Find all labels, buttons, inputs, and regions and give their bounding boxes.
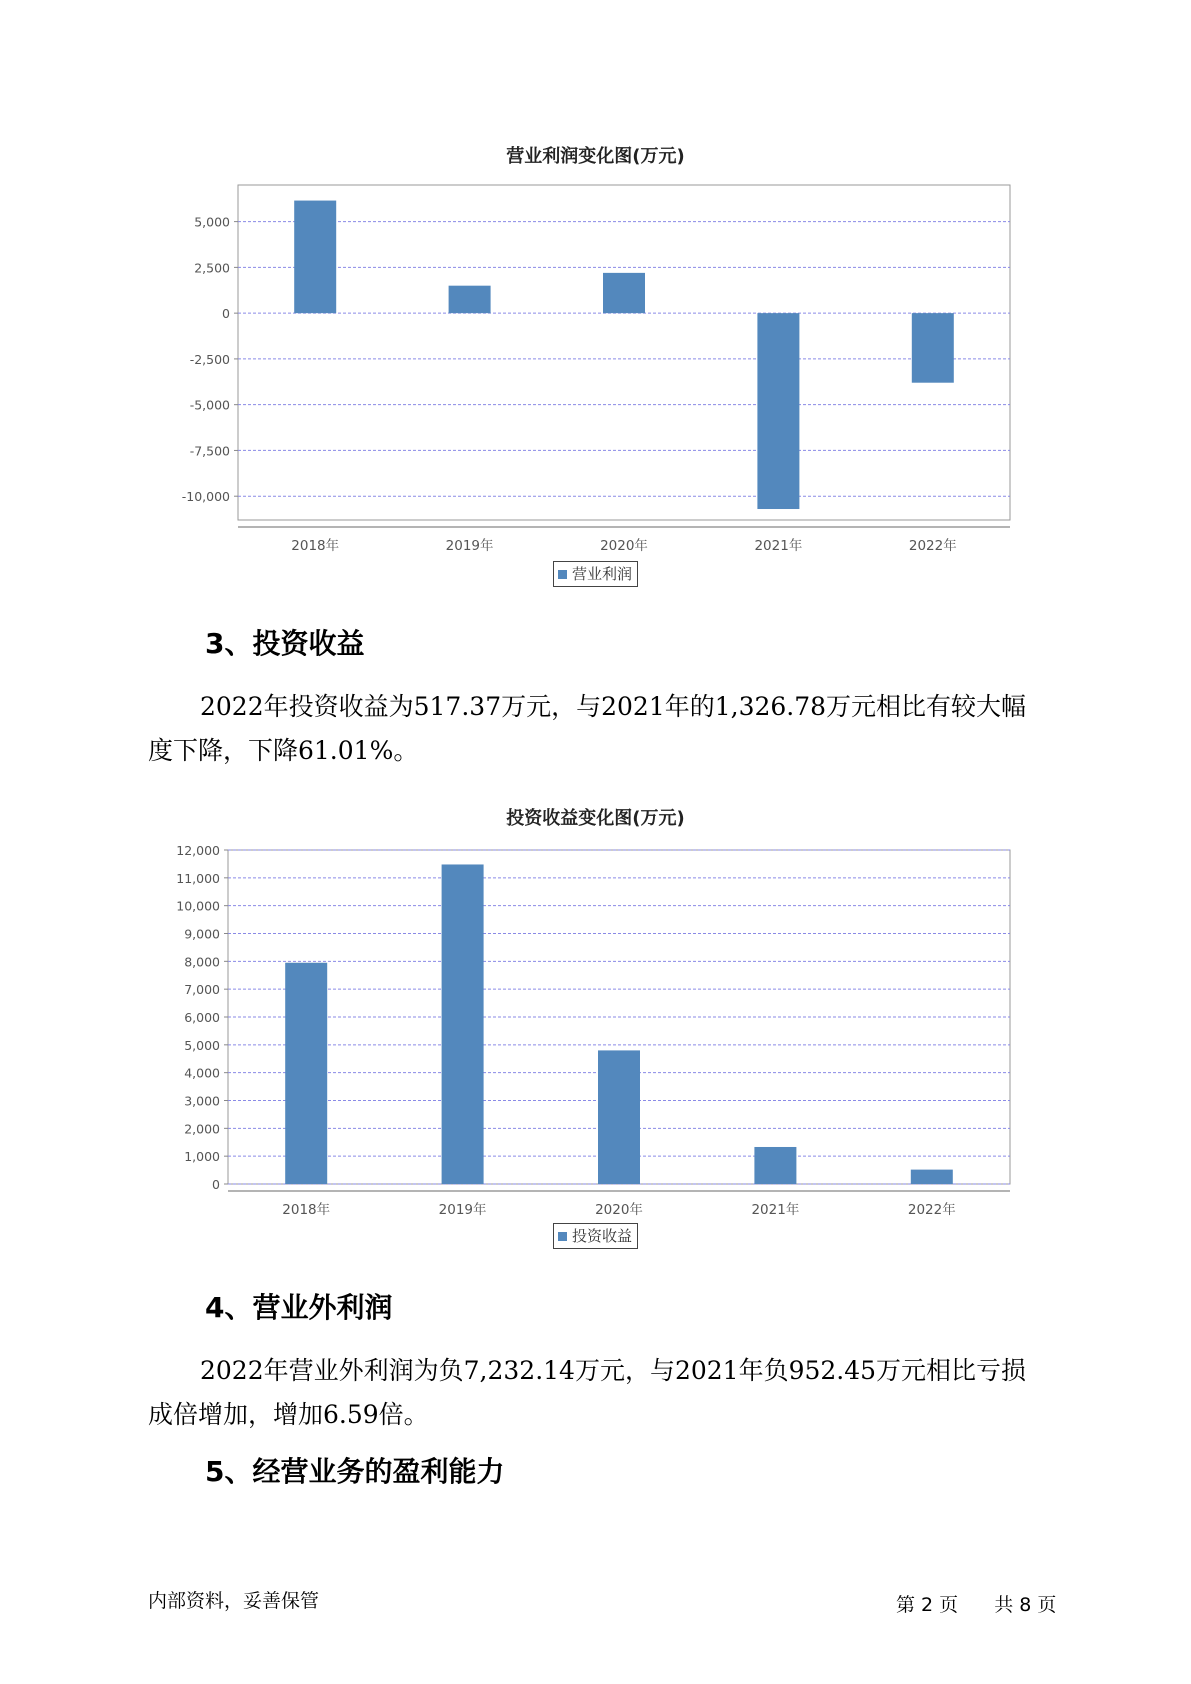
section-5-heading: 5、经营业务的盈利能力: [205, 1455, 505, 1488]
chart2-legend-label: 投资收益: [572, 1227, 633, 1245]
y-tick-label: 1,000: [184, 1149, 220, 1165]
y-tick-label: 10,000: [176, 898, 220, 914]
y-tick-label: 5,000: [194, 214, 230, 230]
x-tick-label: 2021年: [754, 538, 803, 554]
y-tick-label: 11,000: [176, 870, 220, 886]
y-tick-label: 3,000: [184, 1093, 220, 1109]
bar-2020年: [598, 1050, 640, 1184]
y-tick-label: 5,000: [184, 1037, 220, 1053]
chart2-title: 投资收益变化图(万元): [506, 808, 685, 829]
x-tick-label: 2019年: [438, 1202, 487, 1218]
y-tick-label: -2,500: [189, 351, 230, 367]
y-tick-label: 2,000: [184, 1121, 220, 1137]
bar-2021年: [754, 1147, 796, 1184]
footer-page-info: 第 2 页 共 8 页: [896, 1594, 1057, 1616]
y-tick-label: 0: [212, 1177, 220, 1192]
bar-2022年: [911, 1170, 953, 1184]
section-4-paragraph: 2022年营业外利润为负7,232.14万元，与2021年负952.45万元相比亏损成倍增加，增加6.59倍。: [148, 1356, 1027, 1429]
bar-2019年: [442, 864, 484, 1184]
footer-confidential-note: 内部资料，妥善保管: [148, 1590, 320, 1612]
x-tick-label: 2018年: [282, 1202, 331, 1218]
y-tick-label: 2,500: [194, 260, 230, 276]
y-tick-label: 4,000: [184, 1065, 220, 1081]
y-tick-label: 12,000: [176, 843, 220, 858]
y-tick-label: 6,000: [184, 1010, 220, 1025]
section-3-heading: 3、投资收益: [205, 627, 365, 660]
y-tick-label: 7,000: [184, 982, 220, 998]
x-tick-label: 2020年: [600, 538, 648, 554]
x-tick-label: 2020年: [595, 1202, 643, 1218]
section-4-heading: 4、营业外利润: [205, 1291, 393, 1324]
x-tick-label: 2018年: [291, 538, 340, 554]
chart1-title: 营业利润变化图(万元): [506, 146, 685, 167]
bar-2018年: [285, 963, 327, 1184]
x-tick-label: 2022年: [907, 1202, 956, 1218]
y-tick-label: 0: [222, 306, 230, 322]
x-tick-label: 2022年: [908, 538, 957, 554]
y-tick-label: -10,000: [181, 489, 230, 505]
x-tick-label: 2021年: [751, 1202, 800, 1218]
y-tick-label: -7,500: [189, 443, 230, 459]
legend-swatch: [558, 1232, 567, 1241]
chart1-legend-label: 营业利润: [572, 565, 633, 583]
section-3-paragraph: 2022年投资收益为517.37万元，与2021年的1,326.78万元相比有较大幅度下降，下降61.01%。: [148, 692, 1027, 765]
chart2-legend: [553, 1223, 638, 1249]
x-tick-label: 2019年: [445, 538, 494, 554]
y-tick-label: 8,000: [184, 954, 220, 970]
y-tick-label: -5,000: [189, 397, 230, 413]
y-tick-label: 9,000: [184, 926, 220, 942]
